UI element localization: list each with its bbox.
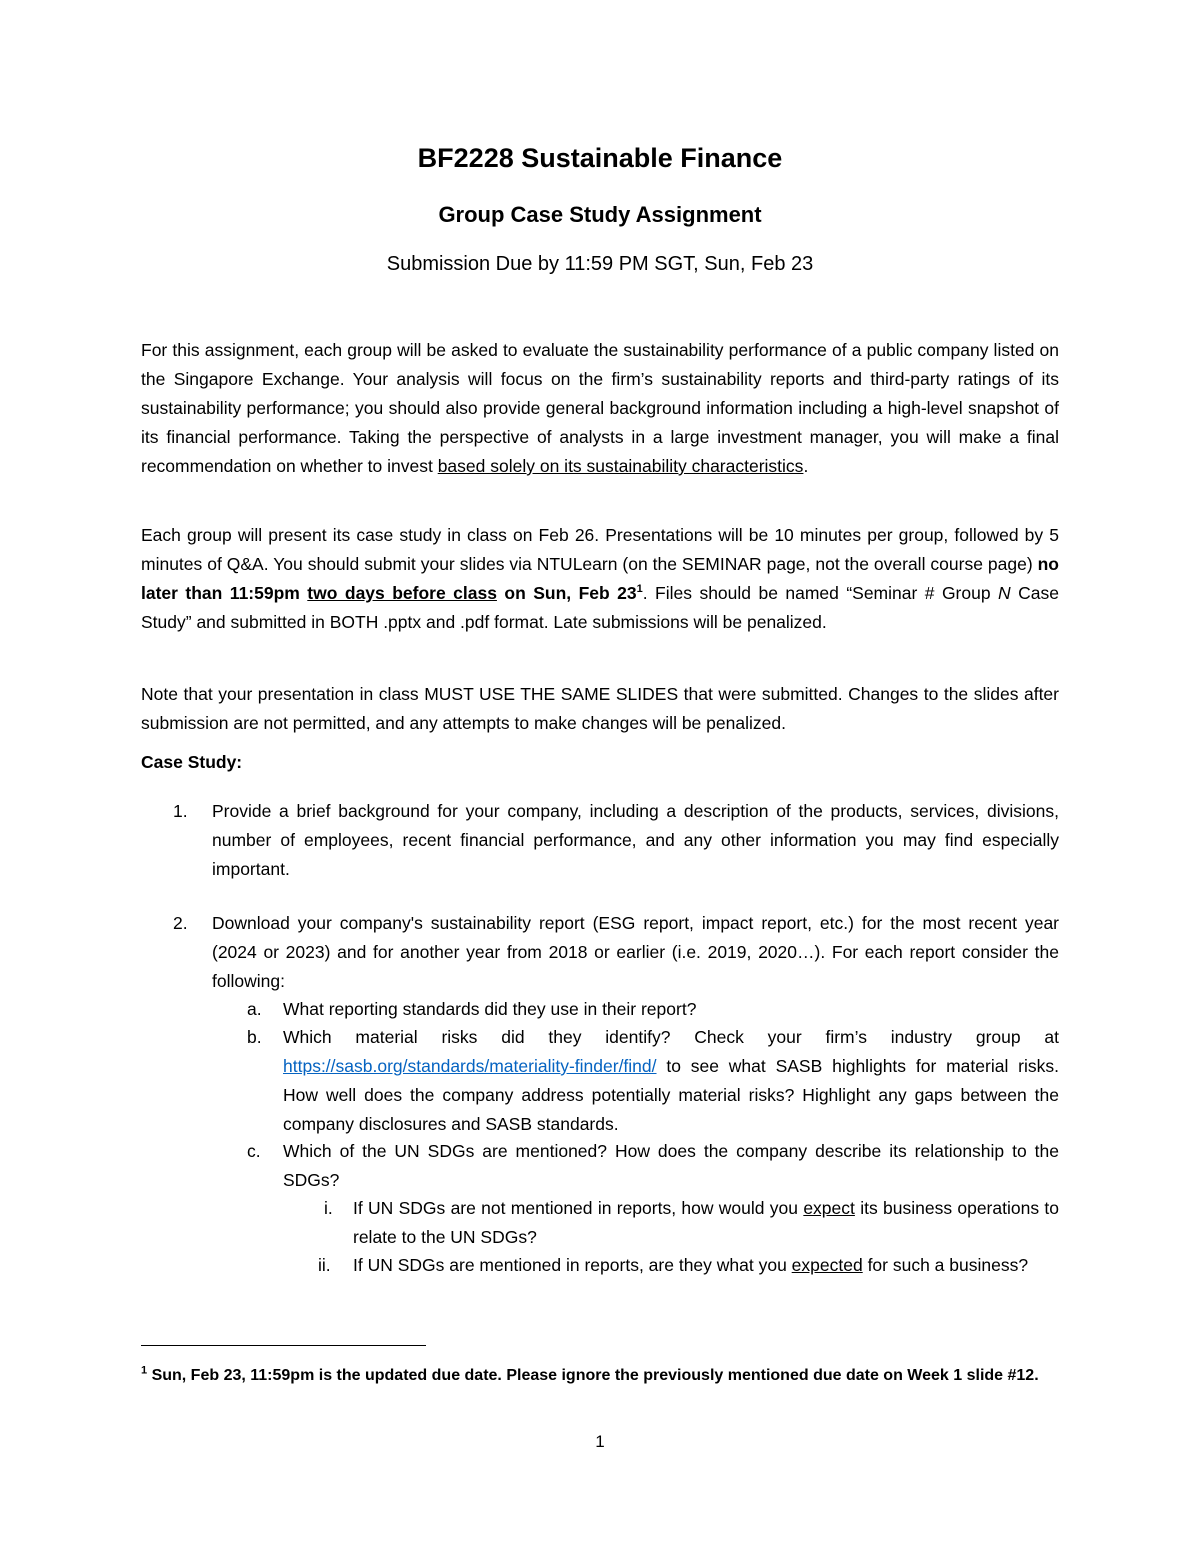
intro-text: For this assignment, each group will be asked to evaluate the sustainability performance of a public company listed on the Singapore Exchange. Your analysis will focus on the firm’s sustainability reports and third-party ratings of its sustainability performance; you should also provide general background information including a high-level snapshot of its financial performance. Taking the perspective of analysts in a large investment manager, you will make a final recommendation on whether to invest bbox=[141, 340, 1059, 476]
footnote-marker: 1 bbox=[141, 1364, 148, 1377]
list-item-2: Download your company's sustainability report (ESG report, impact report, etc.) for the most recent year (2024 or 2023) and for another year from 2018 or earlier (i.e. 2019, 2020…). For each report consider the following: bbox=[212, 913, 1059, 991]
intro-end: . bbox=[803, 456, 809, 476]
footnote-divider bbox=[141, 1345, 426, 1346]
sublist-b-text: Which material risks did they identify? Check your firm’s industry group at bbox=[283, 1027, 1059, 1047]
roman-label-ii: ii. bbox=[318, 1255, 331, 1275]
naming-text: . Files should be named “Seminar # Group bbox=[642, 583, 999, 603]
roman-i-text-end: its business operations to relate to the UN SDGs? bbox=[353, 1198, 1059, 1247]
sublist-item-a: What reporting standards did they use in their report? bbox=[283, 999, 697, 1019]
footnote-text: Sun, Feb 23, 11:59pm is the updated due date. Please ignore the previously mentioned due date on Week 1 slide #12. bbox=[147, 1367, 1039, 1384]
footnote-reference: 1 bbox=[636, 583, 643, 596]
deadline-date: on Sun, Feb 23 bbox=[496, 583, 637, 603]
page-number: 1 bbox=[595, 1432, 605, 1451]
sublist-label-a: a. bbox=[247, 999, 262, 1019]
intro-underlined-text: based solely on its sustainability characteristics bbox=[437, 456, 804, 476]
list-number-2: 2. bbox=[173, 913, 188, 933]
presentation-text: Each group will present its case study in class on Feb 26. Presentations will be 10 minutes per group, followed by 5 minutes of Q&A. You should submit your slides via NTULearn (on the SEMINAR page, not the overall course page) bbox=[141, 525, 1059, 574]
sublist-b-text-end: to see what SASB highlights for material risks. How well does the company address potentially material risks? Highlight any gaps between the company disclosures and SASB standards. bbox=[283, 1056, 1059, 1134]
list-item-1: Provide a brief background for your company, including a description of the products, services, divisions, number of employees, recent financial performance, and any other information you may find especially important. bbox=[212, 801, 1059, 879]
sublist-label-b: b. bbox=[247, 1027, 262, 1047]
roman-item-i bbox=[353, 1194, 1059, 1252]
intro-paragraph bbox=[141, 336, 1059, 481]
presentation-paragraph bbox=[141, 521, 1059, 637]
group-placeholder: N bbox=[998, 583, 1011, 603]
footnote bbox=[141, 1362, 1059, 1389]
list-number-1: 1. bbox=[173, 801, 188, 821]
document-subtitle: Group Case Study Assignment bbox=[438, 202, 762, 227]
note-paragraph: Note that your presentation in class MUST USE THE SAME SLIDES that were submitted. Changes to the slides after submission are not permitted, and any attempts to make changes will be penalized. bbox=[141, 684, 1059, 733]
format-text: Case Study” and submitted in BOTH .pptx and .pdf format. Late submissions will be penalized. bbox=[141, 583, 1059, 632]
roman-label-i: i. bbox=[324, 1198, 333, 1218]
roman-item-ii bbox=[353, 1251, 1059, 1280]
sublist-label-c: c. bbox=[247, 1141, 261, 1161]
submission-due: Submission Due by 11:59 PM SGT, Sun, Feb 23 bbox=[386, 253, 814, 275]
roman-ii-underlined: expected bbox=[791, 1255, 863, 1275]
roman-i-underlined: expect bbox=[803, 1198, 855, 1218]
roman-ii-text-end: for such a business? bbox=[862, 1255, 1029, 1275]
sasb-link[interactable]: https://sasb.org/standards/materiality-finder/find/ bbox=[283, 1056, 657, 1076]
deadline-bold: no later than 11:59pm bbox=[141, 554, 1059, 603]
roman-ii-text: If UN SDGs are mentioned in reports, are they what you bbox=[353, 1255, 792, 1275]
roman-i-text: If UN SDGs are not mentioned in reports, how would you bbox=[353, 1198, 804, 1218]
deadline-underlined: two days before class bbox=[307, 583, 497, 603]
case-study-heading: Case Study: bbox=[141, 752, 243, 772]
sublist-item-b bbox=[283, 1023, 1059, 1139]
document-title: BF2228 Sustainable Finance bbox=[417, 143, 783, 173]
sublist-item-c: Which of the UN SDGs are mentioned? How does the company describe its relationship to the SDGs? bbox=[283, 1141, 1059, 1190]
